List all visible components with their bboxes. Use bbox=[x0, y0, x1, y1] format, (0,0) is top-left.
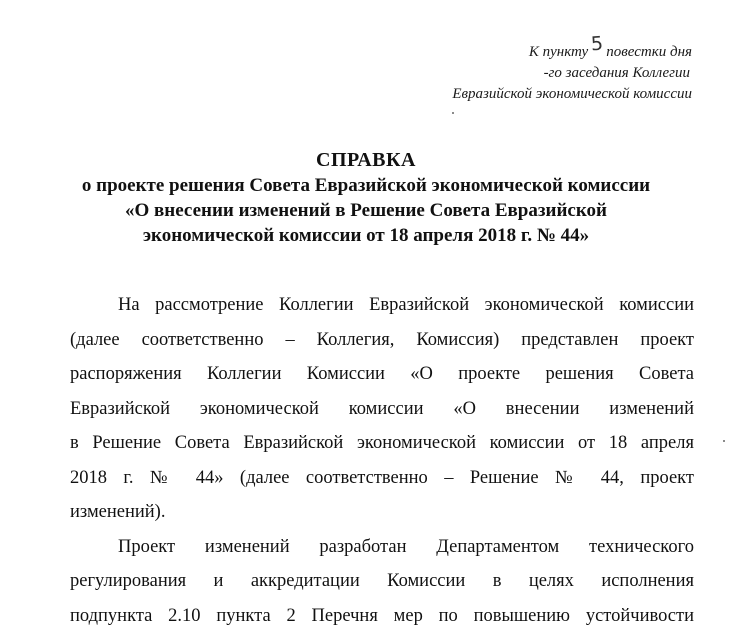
document-title bbox=[0, 148, 732, 248]
paragraph-2-line-1: Проект изменений разработан Департаментом технического bbox=[70, 530, 694, 565]
paragraph-1-line-5: в Решение Совета Евразийской экономической комиссии от 18 апреля bbox=[70, 426, 694, 461]
document-body bbox=[70, 288, 694, 633]
paragraph-2-line-3: подпункта 2.10 пункта 2 Перечня мер по повышению устойчивости bbox=[70, 599, 694, 633]
paragraph-1-line-3: распоряжения Коллегии Комиссии «О проекте решения Совета bbox=[70, 357, 694, 392]
paragraph-1-line-4: Евразийской экономической комиссии «О внесении изменений bbox=[70, 392, 694, 427]
agenda-note-line-1 bbox=[452, 40, 692, 63]
agenda-note-prefix: К пункту bbox=[529, 44, 588, 60]
paragraph-1-line-2: (далее соответственно – Коллегия, Комиссия) представлен проект bbox=[70, 323, 694, 358]
agenda-note bbox=[452, 40, 692, 105]
title-line-3: экономической комиссии от 18 апреля 2018 г. № 44» bbox=[0, 223, 732, 248]
agenda-note-suffix: повестки дня bbox=[606, 44, 692, 60]
paragraph-2-line-2: регулирования и аккредитации Комиссии в целях исполнения bbox=[70, 564, 694, 599]
title-line-1: о проекте решения Совета Евразийской экономической комиссии bbox=[0, 173, 732, 198]
paragraph-1-line-7: изменений). bbox=[70, 495, 694, 530]
scan-speck bbox=[723, 440, 725, 442]
scan-speck bbox=[452, 112, 454, 114]
paragraph-1-line-6: 2018 г. № 44» (далее соответственно – Решение № 44, проект bbox=[70, 461, 694, 496]
handwritten-agenda-number: 5 bbox=[590, 34, 604, 56]
agenda-note-line-2: -го заседания Коллегии bbox=[452, 63, 690, 84]
title-line-2: «О внесении изменений в Решение Совета Евразийской bbox=[0, 198, 732, 223]
title-heading: СПРАВКА bbox=[0, 148, 732, 173]
agenda-note-line-3: Евразийской экономической комиссии bbox=[452, 84, 692, 105]
paragraph-1-line-1: На рассмотрение Коллегии Евразийской экономической комиссии bbox=[70, 288, 694, 323]
